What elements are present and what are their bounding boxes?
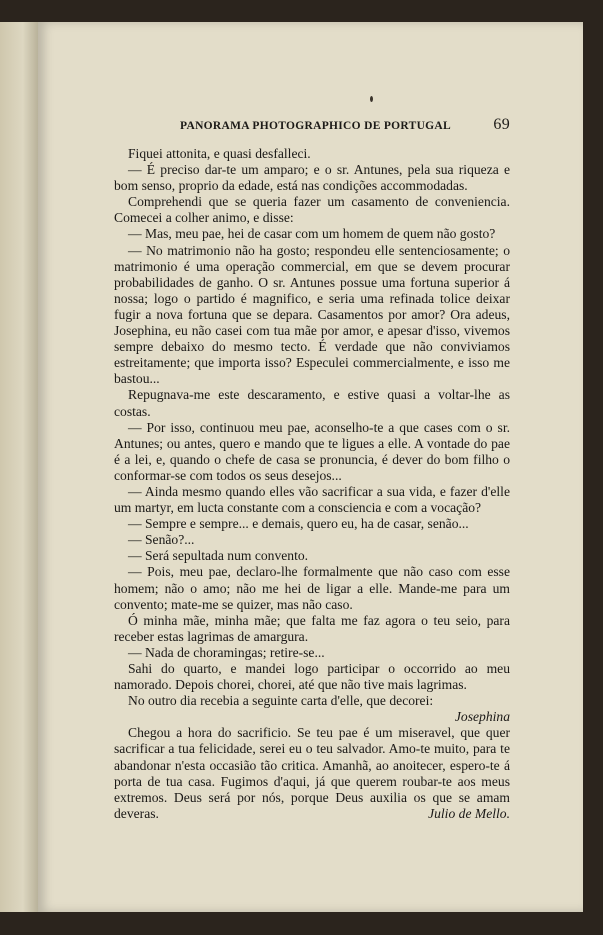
paragraph: — Mas, meu pae, hei de casar com um homem de quem não gosto? — [128, 226, 496, 242]
paragraph: Ó minha mãe, minha mãe; que falta me faz agora o teu seio, para receber estas lagrimas de amargura. — [114, 612, 510, 644]
page-number: 69 — [493, 116, 510, 133]
letter-body — [114, 725, 510, 822]
paragraph: — Senão?... — [128, 532, 195, 548]
running-header — [180, 118, 510, 138]
paragraph: — No matrimonio não ha gosto; respondeu elle sentenciosamente; o matrimonio é uma operação commercial, em que se devem procurar probabilidades de ganho. O sr. Antunes possue uma fortuna superior á nossa; logo o partido é magnifico, e seria uma refinada tolice deixar fugir a nova fortuna que se depara. Casamentos por amor? Ora adeus, Josephina, eu não casei com tua mãe por amor, e apesar d'isso, vivemos sempre debaixo do mesmo tecto. É verdade que não conviviamos estreitamente; que importa isso? Especulei commercialmente, e isso me bastou... — [114, 242, 510, 387]
running-title: PANORAMA PHOTOGRAPHICO DE PORTUGAL — [180, 120, 451, 132]
signature-josephina: Josephina — [454, 709, 510, 725]
facing-page-edge — [0, 22, 38, 912]
paragraph: — Ainda mesmo quando elles vão sacrificar a sua vida, e fazer d'elle um martyr, em lucta constante com a consciencia e com a vocação? — [114, 483, 510, 516]
body-text — [114, 146, 510, 822]
paragraph: — Por isso, continuou meu pae, aconselho-te a que cases com o sr. Antunes; ou antes, quero e mando que te ligues a elle. A vontade do pae é a lei, e, quando o chefe de casa se pronuncia, é dever do bom filho o conformar-se com todos os seus desejos... — [114, 419, 510, 483]
paragraph: Repugnava-me este descaramento, e estive quasi a voltar-lhe as costas. — [114, 387, 510, 419]
paragraph: — Nada de choramingas; retire-se... — [128, 644, 325, 660]
paragraph: No outro dia recebia a seguinte carta d'elle, que decorei: — [128, 693, 434, 709]
paragraph: — Sempre e sempre... e demais, quero eu, ha de casar, senão... — [128, 516, 469, 532]
paragraph: — Será sepultada num convento. — [128, 548, 309, 564]
paragraph: Sahi do quarto, e mandei logo participar o occorrido ao meu namorado. Depois chorei, chorei, até que não tive mais lagrimas. — [114, 661, 510, 693]
signature-julio: Julio de Mello. — [428, 805, 510, 821]
letter-text: Chegou a hora do sacrificio. Se teu pae é um miseravel, que quer sacrificar a tua felicidade, serei eu o teu salvador. Amo-te muito, para te abandonar n'esta occasião tão critica. Amanhã, ao anoitecer, espero-te á porta de tua casa. Fugimos d'aqui, já que querem roubar-te aos meus extremos. Deus será por nós, porque Deus auxilia os que se amam deveras. — [114, 725, 510, 821]
paragraph: Comprehendi que se queria fazer um casamento de conveniencia. Comecei a colher animo, e disse: — [114, 194, 510, 226]
paragraph: Fiquei attonita, e quasi desfalleci. — [128, 146, 311, 161]
ink-speck — [370, 96, 373, 102]
paragraph: — É preciso dar-te um amparo; e o sr. Antunes, pela sua riqueza e bom senso, proprio da edade, está nas condições accommodadas. — [114, 162, 510, 194]
paragraph: — Pois, meu pae, declaro-lhe formalmente que não caso com esse homem; não o amo; não me hei de ligar a elle. Mande-me para um convento; mate-me se quizer, mas não caso. — [114, 564, 510, 612]
